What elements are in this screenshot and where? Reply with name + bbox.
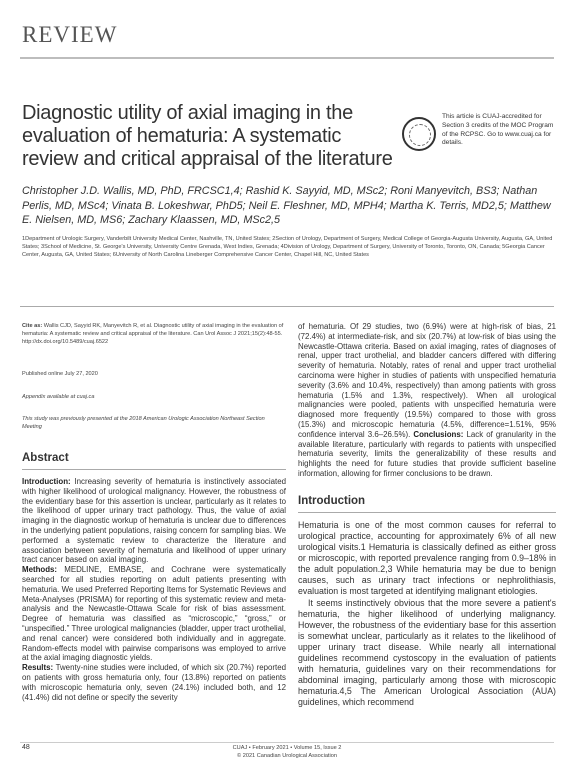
abstract-results-text-right: of hematuria. Of 29 studies, two (6.9%) were at high-risk of bias, 21 (72.4%) at intermediate-risk, and six (20.7%) at low-risk of bias using the Newcastle-Ottawa criteria. Based on axial imaging, rates of diagnoses of renal, upper tract urothelial, and bladder cancers differed with differing severity of hematuria. Notably, rates of renal and upper tract urothelial carcinoma were higher in studies of patients with unspecified hematuria severity (3.6% and 10.4%, respectively) than among patients with gross hematuria (1.5% and 1.3%, respectively). When all urological malignancies were pooled, patients with unspecified hematuria were diagnosed more frequently (19.5%) compared to those with gross (15.3%) and microscopic hematuria (4.5%, difference=1.51%, 95% confidence interval 3.6–26.5%). [298,322,556,439]
copyright-line: © 2021 Canadian Urological Association [237,752,337,759]
abstract-heading: Abstract [22,452,69,464]
abstract-conclusions-label: Conclusions: [413,429,464,439]
published-date: Published online July 27, 2020 [22,371,98,377]
abstract-results-text-left: Twenty-nine studies were included, of which six (20.7%) reported on patients with gross hematuria only, four (13.8%) reported on patients with microscopic hematuria only, seven (24.1%) included both, and 12 (41.4%) did not define or specify the severity [22,663,286,702]
introduction-heading: Introduction [298,495,366,507]
cme-accreditation-box [402,113,554,157]
abstract-body-right [298,322,556,479]
introduction-divider [298,512,556,513]
affiliation-divider [20,306,554,307]
cite-label: Cite as: [22,323,43,329]
abstract-body-left [22,477,286,702]
introduction-paragraph-1: Hematuria is one of the most common causes for referral to urological practice, accounting for approximately 6% of all new urological visits.1 Hematuria is classically defined as either gross or microscopic, with reported prevalence ranging from 0.9–18% in the adult population.2,3 While hematuria may be due to benign causes, such as urinary tract infections or nephrolithiasis, evaluation is most targeted at identifying malignant etiologies. [298,520,556,596]
affiliations: 1Department of Urologic Surgery, Vanderbilt University Medical Center, Nashville, TN, United States; 2Section of Urology, Department of Surgery, Medical College of Georgia-Augusta University, Augusta, GA, United States; 3School of Medicine, St. George's University, University Centre Grenada, West Indies, Grenada; 4Division of Urology, Department of Surgery, University of Toronto, Toronto, ON, Canada; 5Georgia Cancer Center, Augusta, GA, United States; 6University of North Carolina Lineberger Comprehensive Cancer Center, Chapel Hill, NC, United States [22,236,553,258]
footer-divider [20,742,554,743]
section-label: REVIEW [22,22,118,47]
journal-issue-line: CUAJ • February 2021 • Volume 15, Issue 2 [232,745,342,751]
abstract-conclusions-text: Lack of granularity in the available literature, particularly with regards to patients with unspecified hematuria severity, limits the generalizability of these results and highlights the need for future studies that provide sufficient baseline information, allowing for firmer conclusions to be drawn. [298,429,556,478]
abstract-methods-label: Methods: [22,565,58,575]
header-divider [20,57,554,59]
abstract-intro-label: Introduction: [22,477,71,486]
abstract-results-label: Results: [22,663,54,673]
page-number: 48 [22,744,30,751]
abstract-methods-text: MEDLINE, EMBASE, and Cochrane were systematically searched for all studies reporting on adult patients presenting with hematuria. We used Preferred Reporting Items for Systematic Reviews and Meta-Analyses (PRISMA) for reporting of this systematic review and meta-analysis and the Newcastle-Ottawa Scale for risk of bias assessment. Degree of hematuria was classified as “microscopic,” “gross,” or “unspecified.” Three urological malignancies (bladder, upper tract urothelial, and renal cancer) were considered both individually and in aggregate. Random-effects model with pairwise comparisons was employed to arrive at the axial imaging diagnostic yields. [22,565,286,663]
appendix-note: Appendix available at cuaj.ca [22,394,95,400]
article-title: Diagnostic utility of axial imaging in the evaluation of hematuria: A systematic review and critical appraisal of the literature [22,102,393,170]
author-list: Christopher J.D. Wallis, MD, PhD, FRCSC1,4; Rashid K. Sayyid, MD, MSc2; Roni Manyevitch, BS3; Nathan Perlis, MD, MSc4; Vinata B. Lokeshwar, PhD5; Neil E. Fleshner, MD, MPH4; Martha K. Terris, MD2,5; Matthew E. Nielsen, MD, MS6; Zachary Klaassen, MD, MSc2,5 [22,185,551,226]
abstract-divider [22,469,286,470]
cuaj-seal-icon [402,117,436,151]
journal-footer [0,745,574,760]
citation [22,322,286,346]
cite-text: Wallis CJD, Sayyid RK, Manyevitch R, et al. Diagnostic utility of axial imaging in the evaluation of hematuria: A systematic review and critical appraisal of the literature. Can Urol Assoc J 2021;15(2):48-55. http://dx.doi.org/10.5489/cuaj.6522 [22,323,284,345]
presentation-note: This study was previously presented at the 2018 American Urologic Association Northeast Section Meeting [22,416,265,430]
abstract-intro-text: Increasing severity of hematuria is instinctively associated with higher likelihood of urological malignancy. However, the robustness of the evidentiary base for this assertion is unclear, particularly as it relates to the likelihood of upper urinary tract pathology. Thus, the value of axial imaging in the diagnostic workup of hematuria is unclear due to differences in the underlying patient populations, raising concern for sampling bias. We performed a systematic review to characterize the literature and association between severity of hematuria and likelihood of upper urinary tract cancer based on axial imaging. [22,477,286,565]
cme-notice: This article is CUAJ-accredited for Section 3 credits of the MOC Program of the RCPSC. Go to www.cuaj.ca for details. [442,113,554,147]
introduction-paragraph-2: It seems instinctively obvious that the more severe a patient's hematuria, the higher likelihood of underlying malignancy. However, the robustness of the evidentiary base for this assertion is somewhat unclear, particularly as it relates to the likelihood of upper urinary tract disease. While nearly all international guidelines recommend cystoscopy in the evaluation of patients with hematuria, guidelines vary on their recommendations for abdominal imaging, particularly among those with microscopic hematuria.4,5 The American Urological Association (AUA) guidelines, which recommend [298,598,556,707]
